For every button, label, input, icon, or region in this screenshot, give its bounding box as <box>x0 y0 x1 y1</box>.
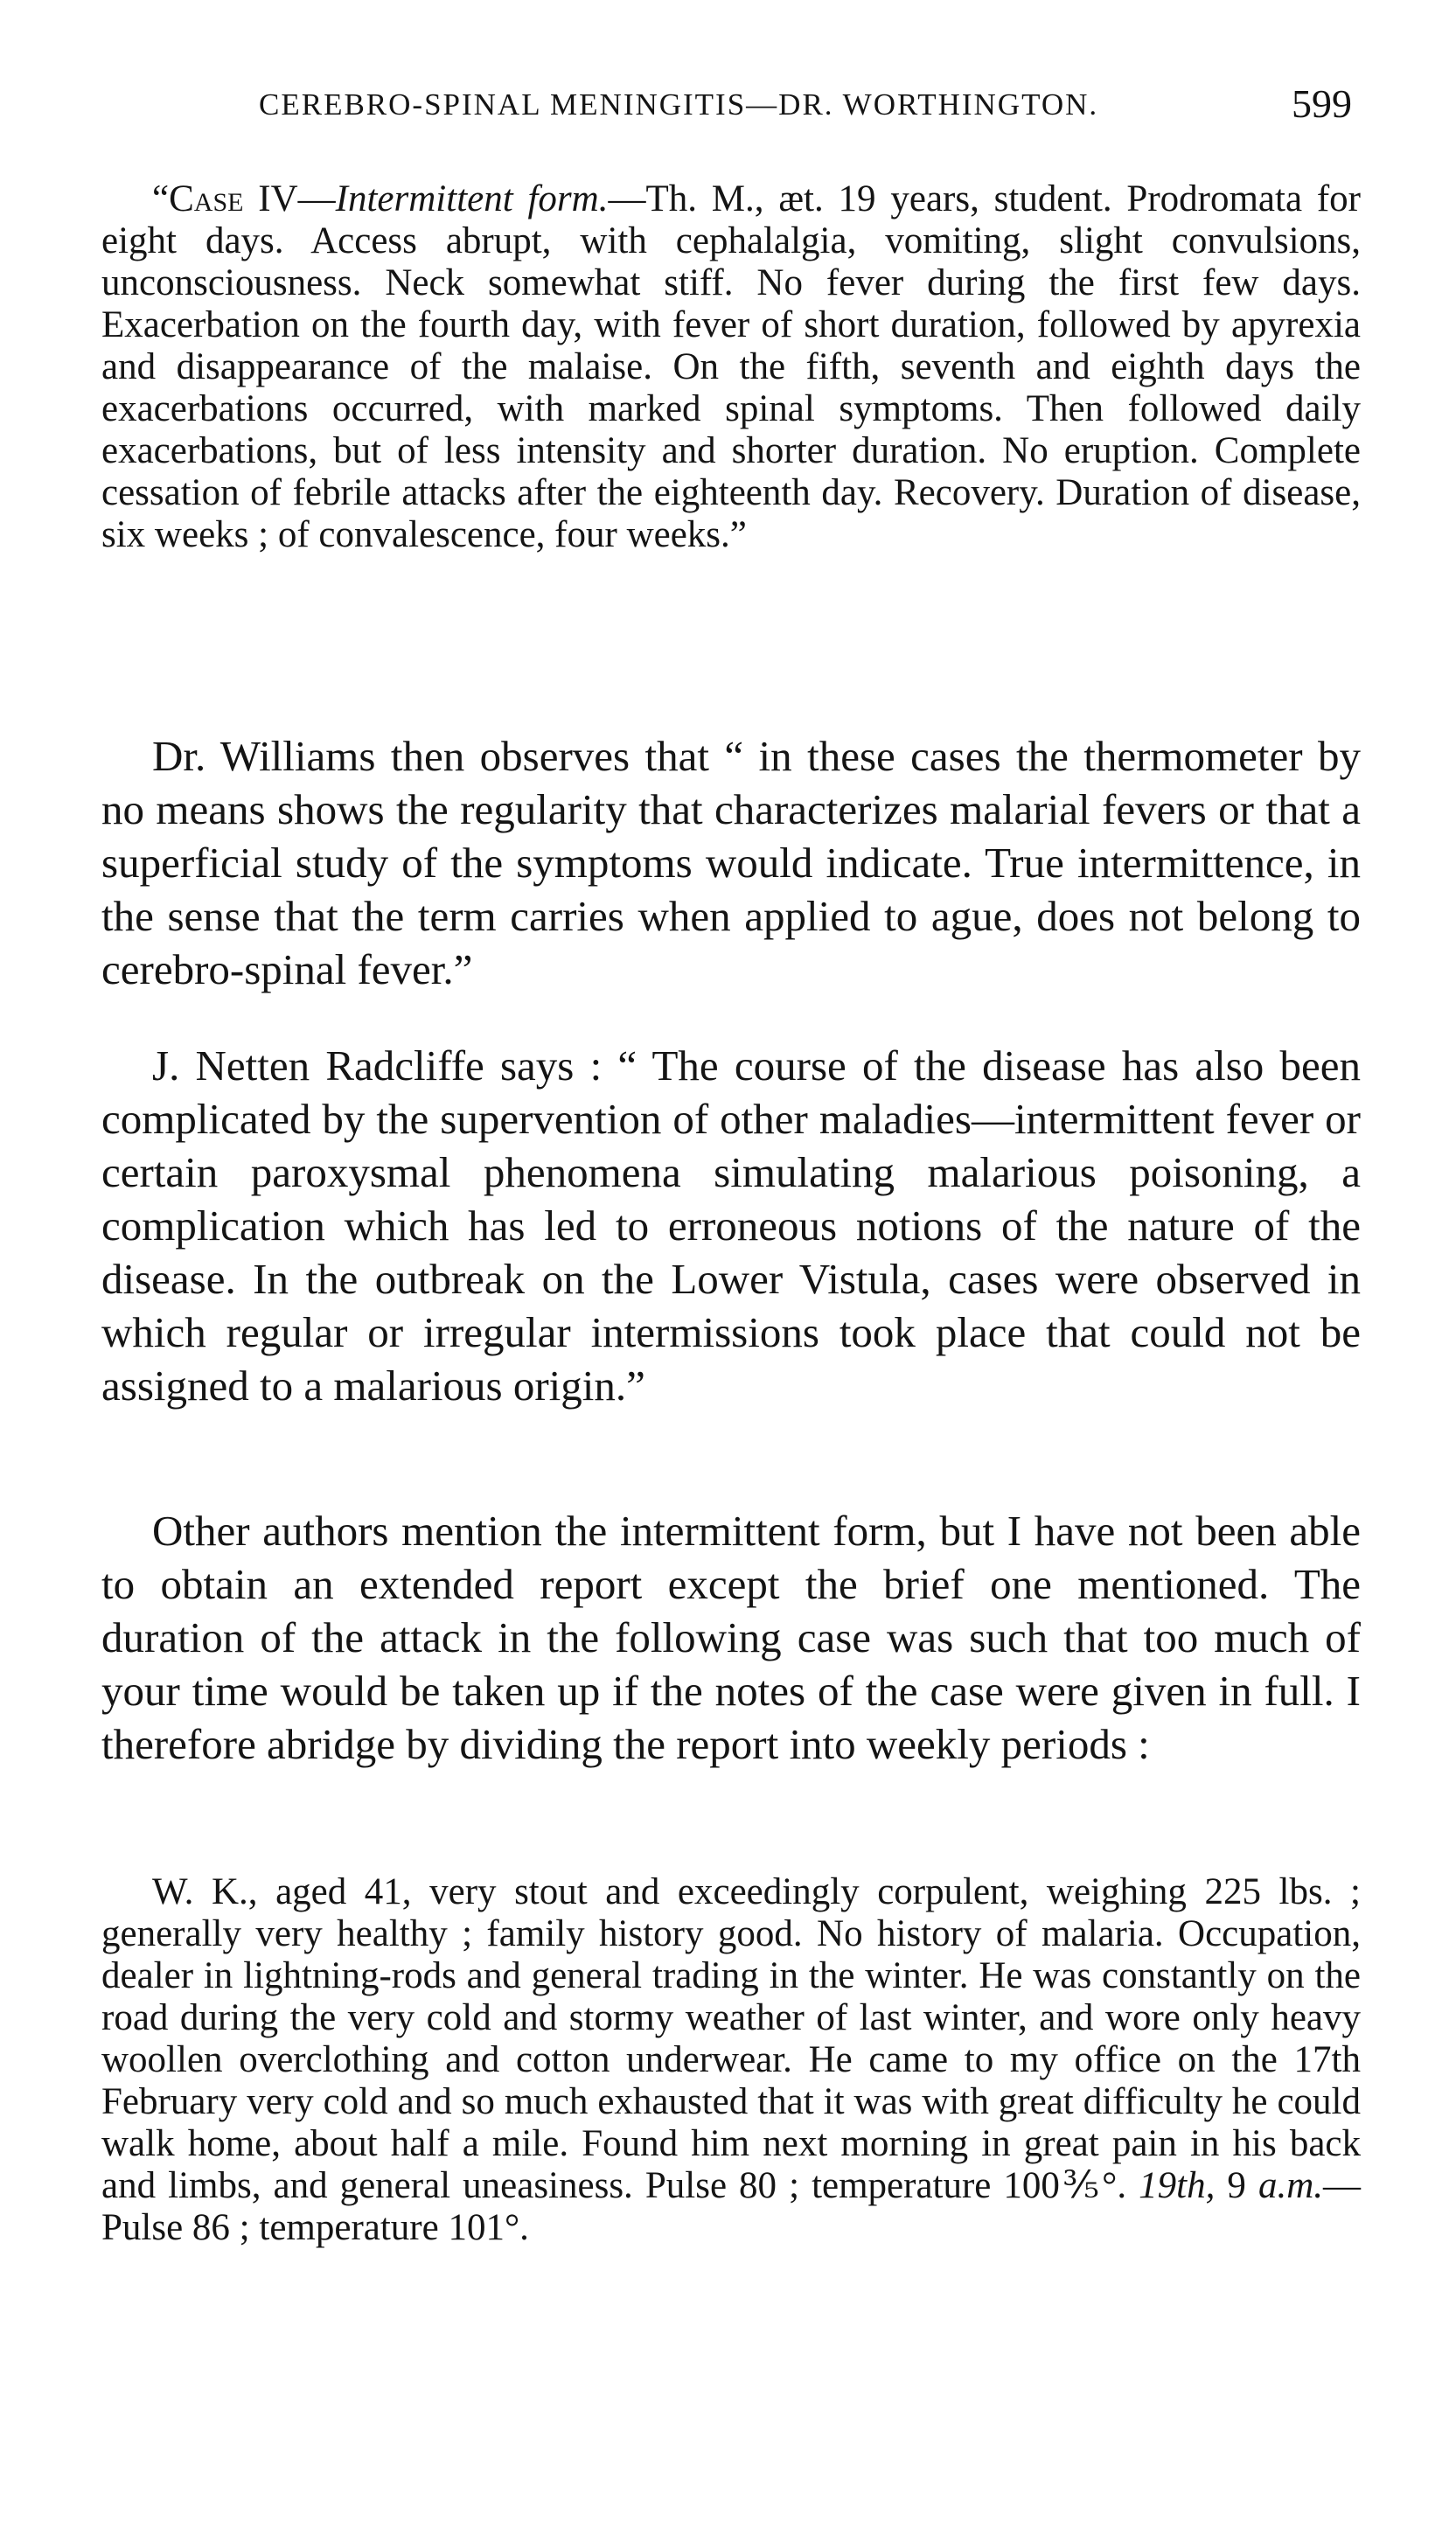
running-title: CEREBRO-SPINAL MENINGITIS—DR. WORTHINGTON. <box>259 87 1099 122</box>
wk-case-paragraph <box>101 1871 1361 2249</box>
wk-case-body: W. K., aged 41, very stout and exceedingly corpulent, weighing 225 lbs. ; generally very healthy ; family history good. No history of malaria. Occupation, dealer in lightning-rods and general trading in the winter. He was constantly on the road during the very cold and stormy weather of last winter, and wore only heavy woollen overclothing and cotton underwear. He came to my office on the 17th February very cold and so much exhausted that it was with great difficulty he could walk home, about half a mile. Found him next morning in great pain in his back and limbs, and general uneasiness. Pulse 80 ; temperature 100⅗°. <box>101 1871 1361 2206</box>
wk-case-time-prefix: 9 <box>1215 2165 1258 2206</box>
wk-case-time: a.m. <box>1257 2165 1324 2206</box>
williams-paragraph: Dr. Williams then observes that “ in these cases the thermometer by no means shows the regularity that characterizes malarial fevers or that a superficial study of the symptoms would indicate. True intermittence, in the sense that the term carries when applied to ague, does not belong to cerebro-spinal fever.” <box>101 732 1361 993</box>
wk-case-tail: —Pulse 86 ; temperature 101°. <box>101 2165 1362 2248</box>
case-iv-number: IV— <box>243 178 336 219</box>
case-iv-quote-open: “ <box>152 178 170 219</box>
other-authors-paragraph: Other authors mention the intermittent form, but I have not been able to obtain an extended report except the brief one mentioned. The duration of the attack in the following case was such that too much of your time would be taken up if the notes of the case were given in full. I therefore abridge by dividing the report into weekly periods : <box>101 1507 1361 1768</box>
radcliffe-paragraph: J. Netten Radcliffe says : “ The course of the disease has also been complicated by the supervention of other maladies—intermittent fever or certain paroxysmal phenomena simulating malarious poisoning, a complication which has led to erroneous notions of the nature of the disease. In the outbreak on the Lower Vistula, cases were observed in which regular or irregular intermissions took place that could not be assigned to a malarious origin.” <box>101 1041 1361 1410</box>
case-iv-paragraph <box>101 178 1361 556</box>
running-head <box>101 80 1361 133</box>
case-iv-label: Case <box>169 178 244 219</box>
case-iv-form-name: Intermittent form. <box>335 178 609 219</box>
case-iv-body: —Th. M., æt. 19 years, student. Prodromata for eight days. Access abrupt, with cephalalgia, vomiting, slight convulsions, unconsciousness. Neck somewhat stiff. No fever during the first few days. Exacerbation on the fourth day, with fever of short duration, followed by apyrexia and disappearance of the malaise. On the fifth, seventh and eighth days the exacerbations occurred, with marked spinal symptoms. Then followed daily exacerbations, but of less intensity and shorter duration. No eruption. Complete cessation of febrile attacks after the eighteenth day. Recovery. Duration of disease, six weeks ; of convalescence, four weeks.” <box>101 178 1362 555</box>
page-number: 599 <box>1292 81 1352 126</box>
wk-case-date: 19th, <box>1139 2165 1216 2206</box>
